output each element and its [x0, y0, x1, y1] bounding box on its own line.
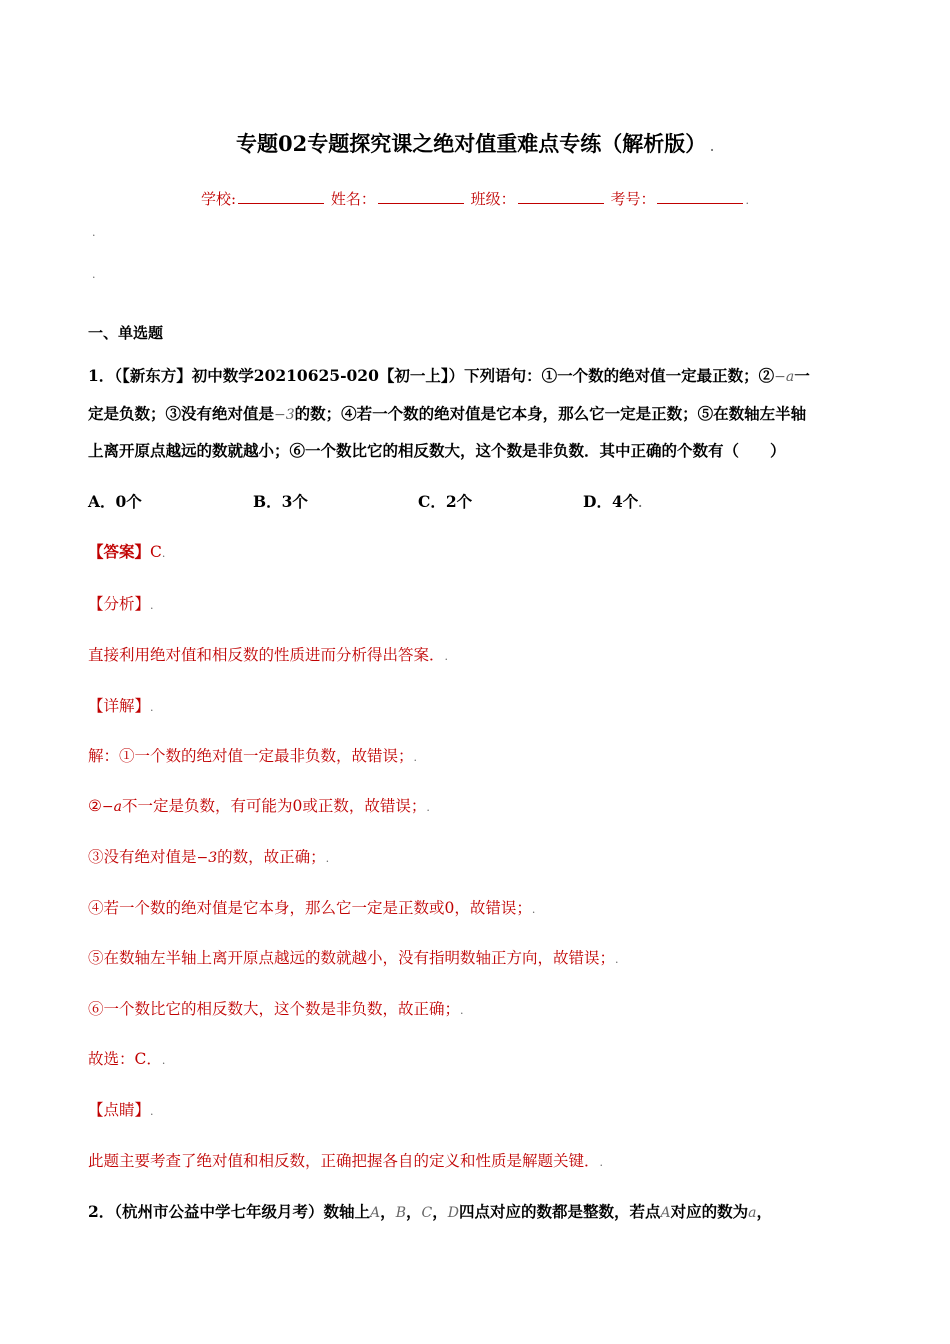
math-neg-3: −3: [274, 407, 295, 423]
school-blank[interactable]: [238, 189, 324, 204]
analysis-text: 直接利用绝对值和相反数的性质进而分析得出答案．.: [88, 646, 449, 664]
math-neg-a: −a: [774, 369, 795, 385]
class-blank[interactable]: [518, 189, 604, 204]
comment-text: 此题主要考查了绝对值和相反数，正确把握各自的定义和性质是解题关键．.: [88, 1152, 604, 1170]
option-a: A．0个: [88, 492, 142, 511]
class-label: 班级：: [470, 190, 516, 208]
paragraph-mark: .: [92, 226, 96, 239]
detail-line-1: 解：①一个数的绝对值一定最非负数，故错误；.: [88, 747, 418, 765]
option-c: C．2个: [418, 492, 473, 511]
name-label: 姓名：: [330, 190, 376, 208]
page-title: 专题02专题探究课之绝对值重难点专练（解析版） .: [236, 131, 714, 156]
exam-no-blank[interactable]: [657, 189, 743, 204]
q1-line-2: 定是负数；③没有绝对值是−3的数；④若一个数的绝对值是它本身，那么它一定是正数；⑤在数轴左半轴: [88, 404, 807, 423]
detail-line-4: ④若一个数的绝对值是它本身，那么它一定是正数或0，故错误；.: [88, 899, 536, 917]
option-d: D．4个.: [583, 492, 643, 511]
detail-line-6: ⑥一个数比它的相反数大，这个数是非负数，故正确；.: [88, 1000, 464, 1018]
detail-line-7: 故选：C．.: [88, 1050, 166, 1068]
analysis-label: 【分析】.: [88, 595, 154, 613]
detail-line-5: ⑤在数轴左半轴上离开原点越远的数就越小，没有指明数轴正方向，故错误；.: [88, 949, 619, 967]
school-label: 学校:: [201, 190, 237, 208]
student-info-line: 学校: 姓名： 班级： 考号： .: [201, 190, 749, 208]
paragraph-mark: .: [92, 268, 96, 281]
q1-line-3: 上离开原点越远的数就越小；⑥一个数比它的相反数大，这个数是非负数．其中正确的个数有（ ）: [88, 441, 786, 460]
section-heading: 一、单选题: [88, 324, 164, 342]
detail-label: 【详解】.: [88, 697, 154, 715]
comment-label: 【点睛】.: [88, 1101, 154, 1119]
detail-line-3: ③没有绝对值是−3的数，故正确；.: [88, 848, 330, 866]
answer-line: 【答案】C.: [88, 542, 166, 561]
answer-value: C: [150, 543, 162, 561]
q2-line-1: 2．（杭州市公益中学七年级月考）数轴上A，B，C，D四点对应的数都是整数，若点A对应的数为a，: [88, 1202, 772, 1221]
option-b: B．3个: [253, 492, 308, 511]
name-blank[interactable]: [378, 189, 464, 204]
answer-label: 【答案】: [88, 542, 151, 561]
exam-no-label: 考号：: [610, 190, 656, 208]
detail-line-2: ②−a不一定是负数，有可能为0或正数，故错误；.: [88, 797, 430, 815]
q1-line-1: 1．（【新东方】初中数学20210625-020【初一上】）下列语句：①一个数的绝对值一定最正数；②−a一: [88, 366, 810, 385]
